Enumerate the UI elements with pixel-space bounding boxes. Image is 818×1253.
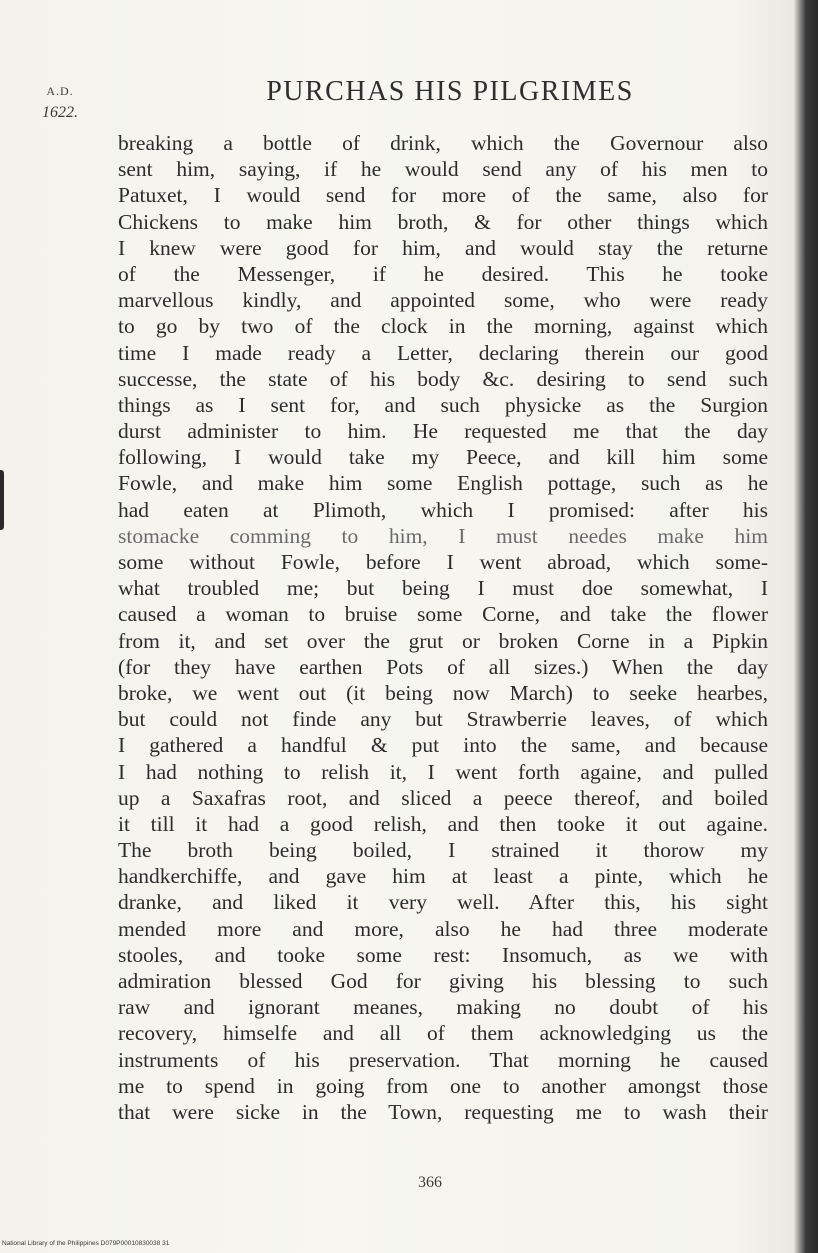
text-line: stomacke comming to him, I must needes make him [118,523,768,548]
text-line: The broth being boiled, I strained it thorow my [118,838,768,863]
margin-year: 1622. [42,104,78,121]
text-line: some without Fowle, before I went abroad, which some- [118,550,768,574]
text-line: it till it had a good relish, and then tooke it out againe. [118,811,768,836]
text-line: but could not finde any but Strawberrie leaves, of which [118,707,768,732]
text-line: mended more and more, also he had three moderate [118,916,768,941]
page-number: 366 [418,1174,442,1191]
text-line: to go by two of the clock in the morning, against which [118,314,768,339]
margin-ad-label: A.D. [46,84,74,98]
binding-edge [0,470,4,530]
scan-credit: National Library of the Philippines D079P00010830038 31 [2,1240,170,1247]
text-line: what troubled me; but being I must doe somewhat, I [118,576,768,601]
text-line: breaking a bottle of drink, which the Governour also [118,131,768,155]
text-line: caused a woman to bruise some Corne, and take the flower [118,602,768,627]
text-line: sent him, saying, if he would send any of his men to [118,157,768,182]
text-line: things as I sent for, and such physicke as the Surgion [118,392,768,417]
text-line: had eaten at Plimoth, which I promised: after his [118,497,768,522]
text-line: marvellous kindly, and appointed some, who were ready [118,288,768,313]
text-line: Fowle, and make him some English pottage, such as he [118,471,768,496]
text-line: Chickens to make him broth, & for other things which [118,209,768,234]
text-line: stooles, and tooke some rest: Insomuch, as we with [118,942,768,967]
text-line: broke, we went out (it being now March) to seeke hearbes, [118,680,768,705]
text-line: up a Saxafras root, and sliced a peece thereof, and boiled [118,785,768,810]
body-text [118,130,768,1125]
text-line: that were sicke in the Town, requesting me to wash their [118,1099,768,1124]
text-line: time I made ready a Letter, declaring therein our good [118,340,768,365]
text-line: durst administer to him. He requested me that the day [118,419,768,444]
text-line: instruments of his preservation. That morning he caused [118,1047,768,1072]
text-line: I knew were good for him, and would stay the returne [118,235,768,260]
text-line: admiration blessed God for giving his blessing to such [118,969,768,993]
text-line: raw and ignorant meanes, making no doubt of his [118,995,768,1020]
text-line: from it, and set over the grut or broken Corne in a Pipkin [118,628,768,653]
text-line: I had nothing to relish it, I went forth againe, and pulled [118,759,768,784]
text-line: me to spend in going from one to another amongst those [118,1073,768,1098]
text-line: Patuxet, I would send for more of the same, also for [118,183,768,208]
text-line: successe, the state of his body &c. desiring to send such [118,366,768,391]
text-line: of the Messenger, if he desired. This he tooke [118,261,768,286]
text-line: (for they have earthen Pots of all sizes.) When the day [118,654,768,679]
text-line: following, I would take my Peece, and kill him some [118,445,768,470]
text-line: recovery, himselfe and all of them acknowledging us the [118,1021,768,1046]
text-line: dranke, and liked it very well. After this, his sight [118,890,768,915]
running-title: PURCHAS HIS PILGRIMES [266,76,634,107]
text-line: handkerchiffe, and gave him at least a pinte, which he [118,864,768,889]
text-line: I gathered a handful & put into the same, and because [118,733,768,758]
